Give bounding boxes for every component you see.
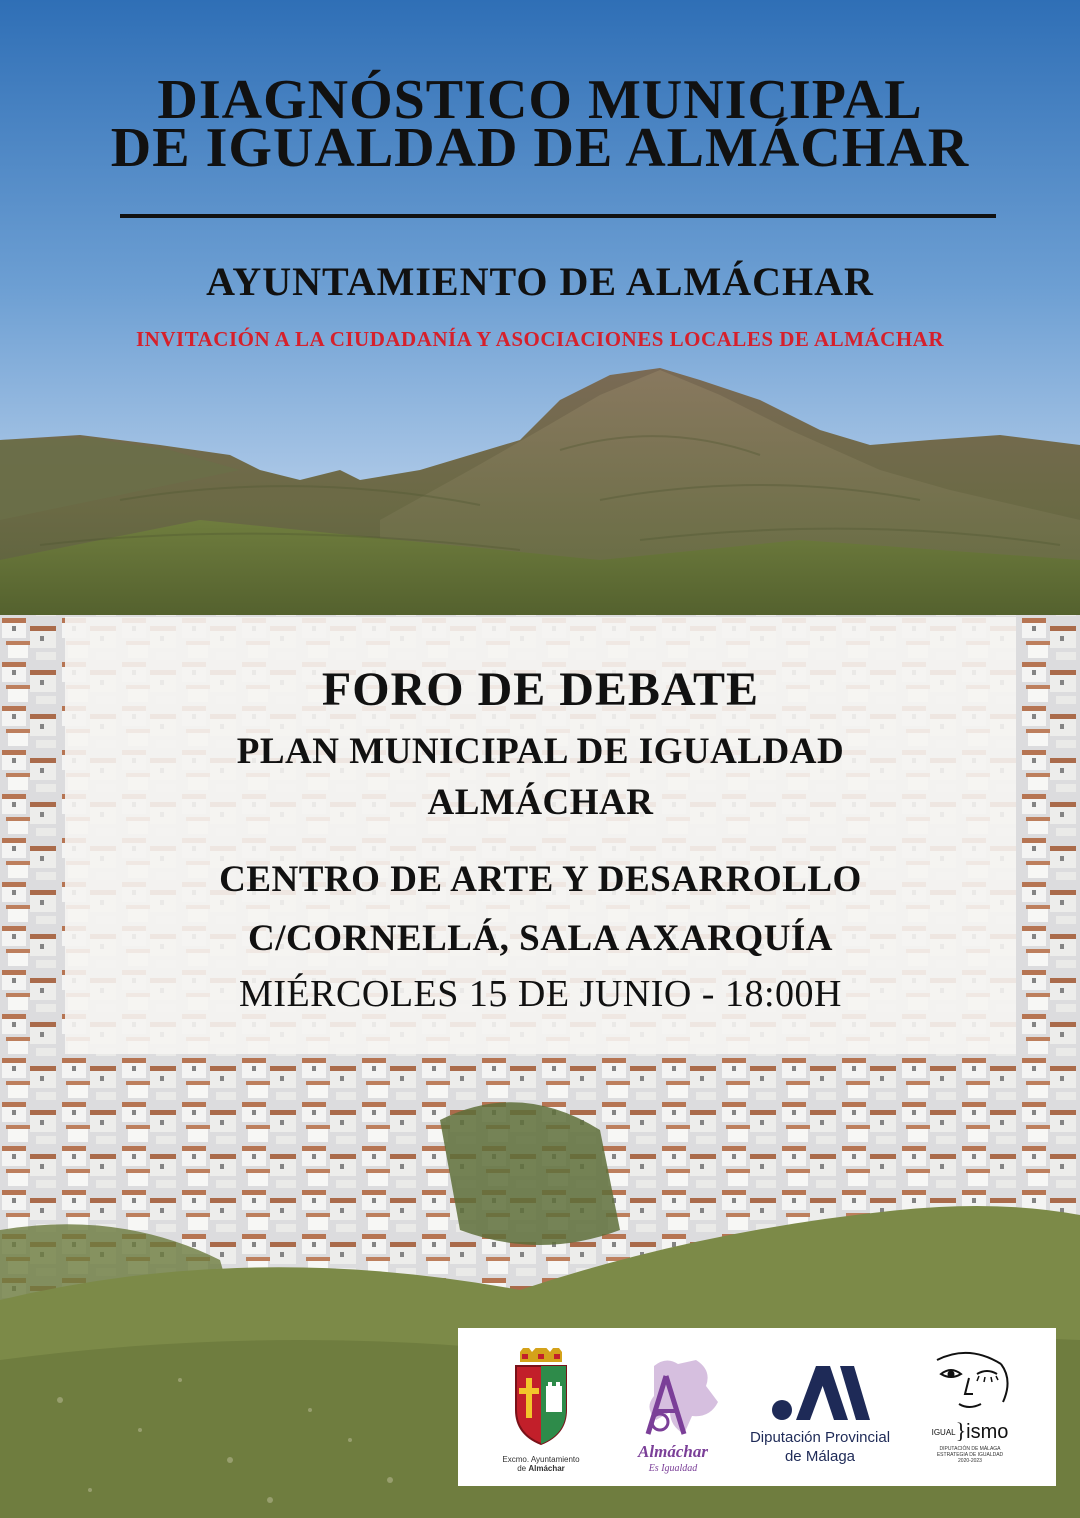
diputacion-logo (738, 1328, 902, 1486)
title-line-1: DIAGNÓSTICO MUNICIPAL (157, 69, 923, 131)
venue-line-2: C/CORNELLÁ, SALA AXARQUÍA (247, 918, 834, 959)
almachar-name: Almáchar (638, 1442, 708, 1461)
event-datetime: MIÉRCOLES 15 DE JUNIO - 18:00H (239, 973, 842, 1015)
main-title (0, 69, 1080, 179)
ayuntamiento-caption-bold: Almáchar (528, 1464, 565, 1473)
igualismo-small-2: ESTRATEGIA DE IGUALDAD (936, 1452, 1004, 1458)
plan-title-line-2: ALMÁCHAR (427, 782, 654, 823)
event-details-panel (65, 617, 1016, 1054)
sponsor-logos (458, 1328, 1056, 1486)
face-icon (925, 1350, 1015, 1414)
invitation-text: INVITACIÓN A LA CIUDADANÍA Y ASOCIACIONES LOCALES DE ALMÁCHAR (135, 327, 945, 351)
diputacion-caption-2: de Málaga (784, 1448, 856, 1465)
igualismo-prefix: IGUAL (931, 1428, 956, 1438)
venue-line-1: CENTRO DE ARTE Y DESARROLLO (219, 859, 862, 900)
ayuntamiento-logo (486, 1328, 596, 1486)
diputacion-m-icon (770, 1358, 870, 1428)
igualismo-small-3: 2020-2023 (958, 1458, 982, 1464)
almachar-igualdad-logo (618, 1328, 728, 1486)
title-divider (120, 214, 996, 218)
title-line-2: DE IGUALDAD DE ALMÁCHAR (110, 117, 970, 179)
igualismo-suffix: ismo (966, 1421, 1009, 1443)
coat-of-arms-icon (486, 1348, 596, 1458)
plan-title-line-1: PLAN MUNICIPAL DE IGUALDAD (236, 731, 845, 772)
ayuntamiento-caption-1: Excmo. Ayuntamiento (502, 1455, 580, 1464)
event-type: FORO DE DEBATE (321, 663, 760, 716)
leaf-a-icon (626, 1356, 726, 1446)
ayuntamiento-caption-2: de (517, 1464, 527, 1473)
diputacion-caption-1: Diputación Provincial (749, 1429, 891, 1446)
organizer-heading: AYUNTAMIENTO DE ALMÁCHAR (206, 259, 874, 304)
igualismo-logo: IGUAL}ismo DIPUTACIÓN DE MÁLAGA ESTRATEGIA DE IGUALDAD 2020-2023 (920, 1328, 1020, 1486)
igualismo-small-1: DIPUTACIÓN DE MÁLAGA (939, 1446, 1001, 1452)
almachar-tagline: Es Igualdad (648, 1463, 698, 1474)
